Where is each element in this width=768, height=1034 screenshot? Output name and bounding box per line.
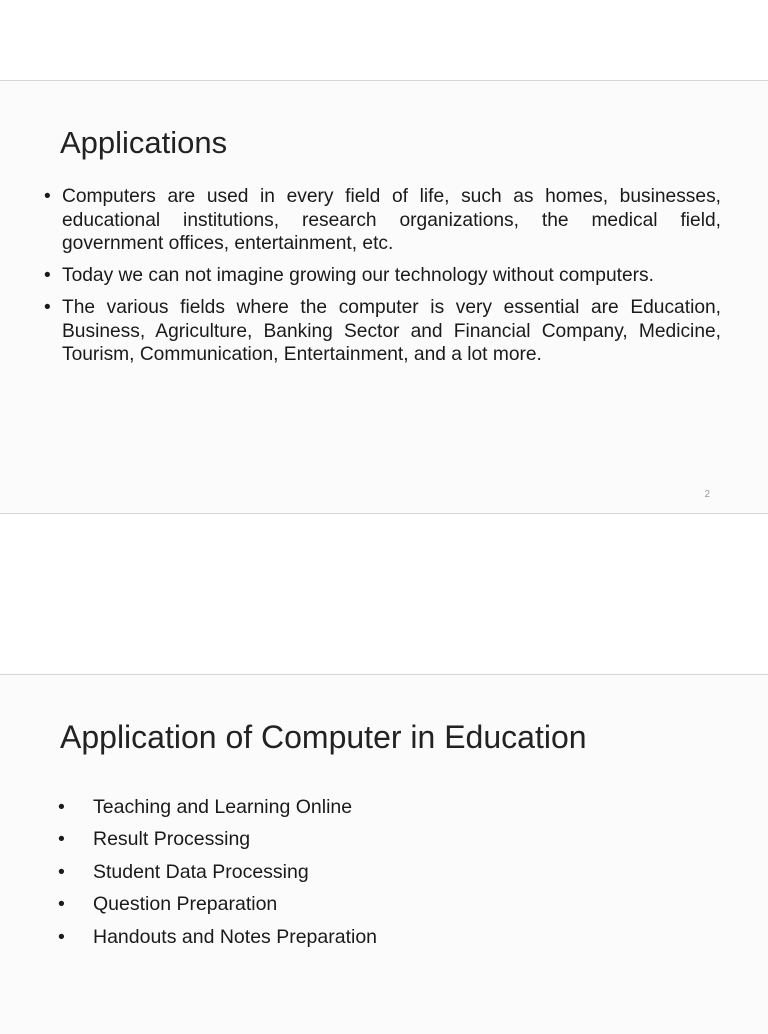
list-item-text: Student Data Processing xyxy=(93,860,309,883)
bullet-text: The various fields where the computer is very essential are Education, Business, Agriculture, Banking Sector and Financial Company, Medicine, Tourism, Communication, Entertainment, and a lot more. xyxy=(62,297,721,365)
bullet-icon: • xyxy=(58,925,65,948)
bullet-icon: • xyxy=(44,186,51,207)
bullet-text: Computers are used in every field of life, such as homes, businesses, educational institutions, research organizations, the medical field, government offices, entertainment, etc. xyxy=(62,186,721,254)
page-number: 2 xyxy=(704,489,710,500)
slide-title: Applications xyxy=(60,125,228,160)
list-item-text: Question Preparation xyxy=(93,893,278,916)
bullet-list xyxy=(44,185,721,375)
bullet-icon: • xyxy=(58,860,65,883)
bullet-icon: • xyxy=(58,893,65,916)
bullet-item xyxy=(44,264,721,288)
bullet-icon: • xyxy=(44,297,51,318)
slide-title: Application of Computer in Education xyxy=(60,719,587,755)
bullet-item xyxy=(44,296,721,367)
list-item-text: Teaching and Learning Online xyxy=(93,796,353,818)
bullet-icon: • xyxy=(58,796,65,818)
list-item-text: Handouts and Notes Preparation xyxy=(93,925,378,948)
slide-education xyxy=(0,674,768,1034)
bullet-icon: • xyxy=(58,828,65,851)
bullet-item xyxy=(44,185,721,256)
slide-applications xyxy=(0,80,768,514)
list-item-text: Result Processing xyxy=(93,828,251,851)
bullet-text: Today we can not imagine growing our technology without computers. xyxy=(62,265,654,286)
bullet-icon: • xyxy=(44,265,51,286)
